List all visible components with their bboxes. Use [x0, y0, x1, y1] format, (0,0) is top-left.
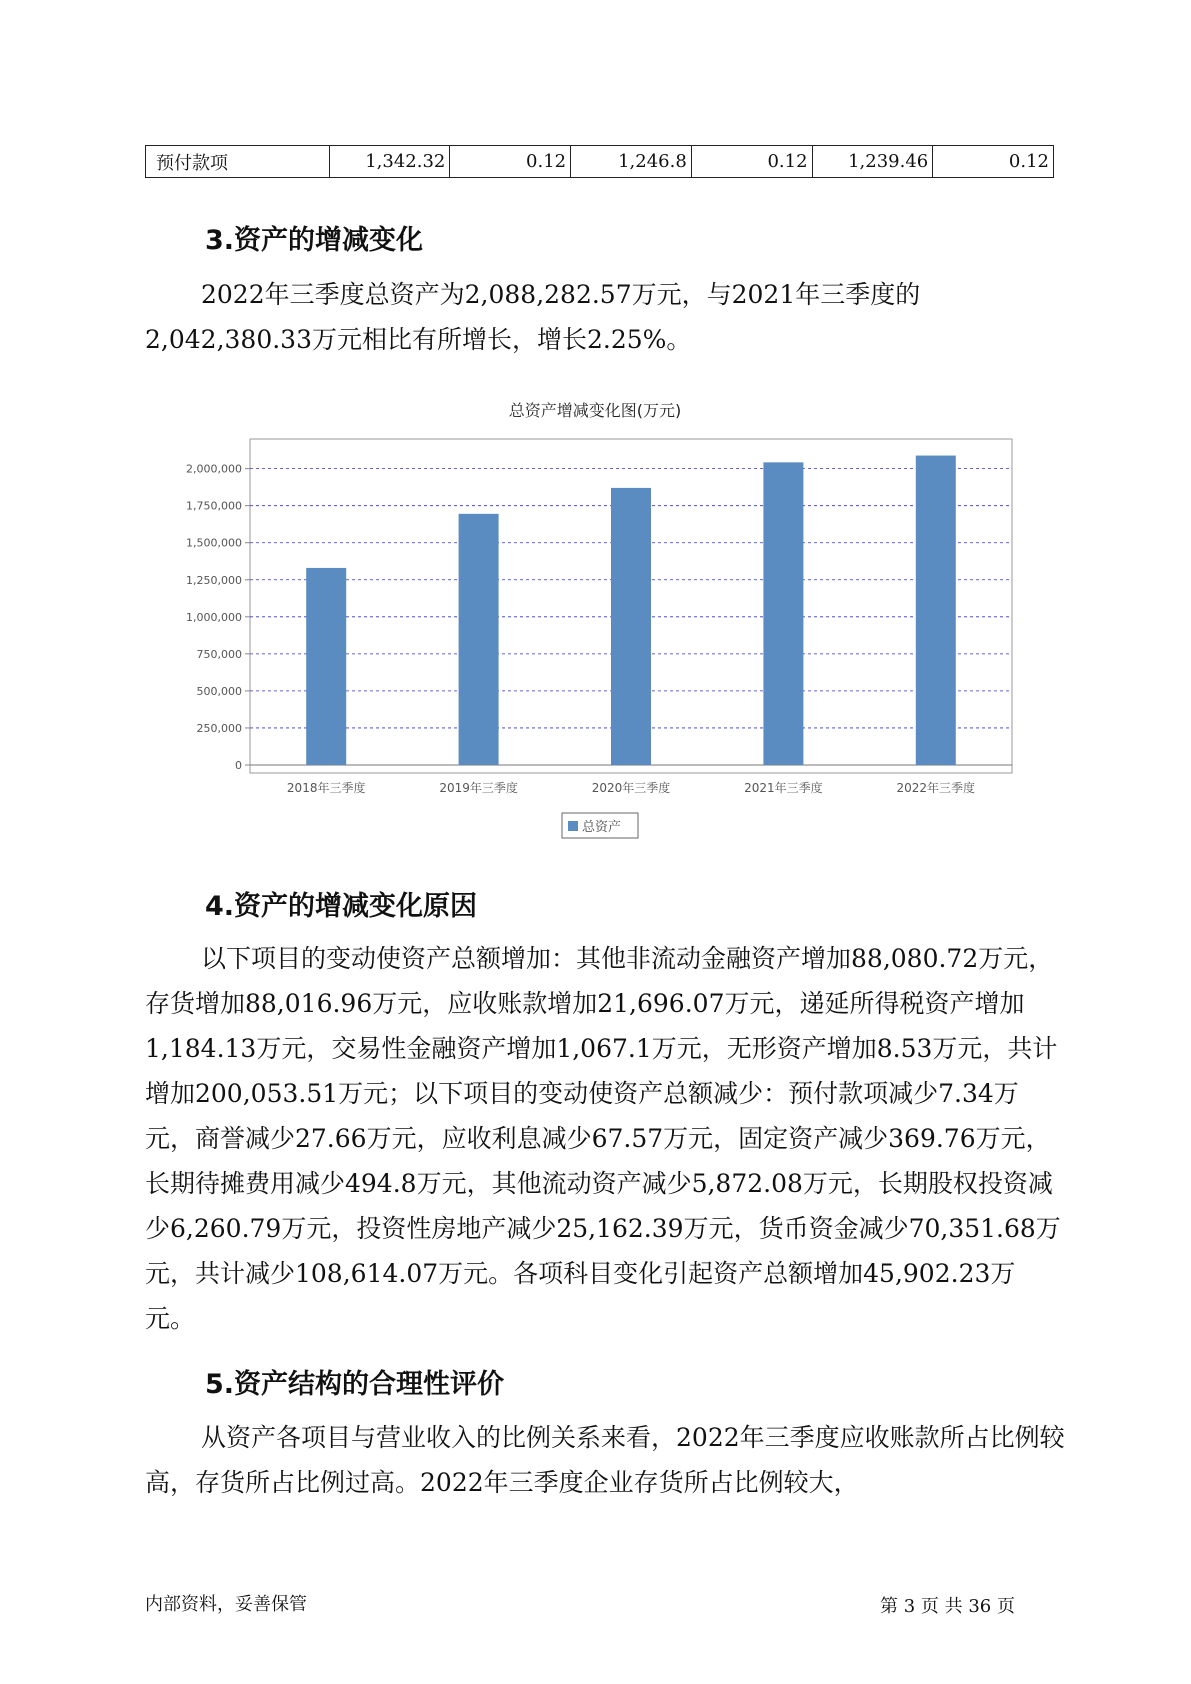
- table-cell: 1,342.32: [329, 146, 450, 178]
- chart-title: 总资产增减变化图(万元): [508, 401, 682, 420]
- table-cell: 1,239.46: [812, 146, 933, 178]
- y-tick-label: 0: [235, 759, 242, 772]
- section4-heading: 4.资产的增减变化原因: [205, 891, 478, 922]
- legend-label: 总资产: [582, 820, 622, 835]
- footer-page-number: 第 3 页 共 36 页: [880, 1596, 1015, 1617]
- y-tick-label: 750,000: [196, 647, 242, 661]
- x-tick-label: 2022年三季度: [896, 781, 976, 795]
- table-cell: 0.12: [450, 146, 571, 178]
- x-tick-label: 2021年三季度: [744, 781, 823, 795]
- bar: [916, 456, 956, 765]
- bar: [611, 488, 651, 765]
- y-tick-label: 1,500,000: [186, 536, 242, 550]
- table-cell: 0.12: [933, 146, 1054, 178]
- x-axis-labels: [287, 780, 975, 795]
- y-tick-label: 1,750,000: [186, 499, 242, 513]
- section3-heading: 3.资产的增减变化: [205, 225, 424, 256]
- table-row: [146, 146, 1054, 178]
- bar: [763, 462, 803, 765]
- y-tick-label: 500,000: [196, 684, 242, 698]
- x-tick-label: 2018年三季度: [286, 781, 366, 795]
- section5-text: 从资产各项目与营业收入的比例关系来看，2022年三季度应收账款所占比例较高，存货所占比例过高。2022年三季度企业存货所占比例较大，: [145, 1423, 1065, 1497]
- y-tick-label: 1,250,000: [186, 573, 242, 587]
- x-tick-label: 2020年三季度: [591, 781, 671, 795]
- x-tick-label: 2019年三季度: [439, 781, 518, 795]
- bar: [459, 514, 499, 765]
- total-assets-bar-chart: [160, 392, 1030, 852]
- y-tick-label: 2,000,000: [186, 462, 242, 476]
- row-label: 预付款项: [146, 146, 330, 178]
- section4-text: 以下项目的变动使资产总额增加：其他非流动金融资产增加88,080.72万元，存货增加88,016.96万元，应收账款增加21,696.07万元，递延所得税资产增加1,184.13万元，交易性金融资产增加1,067.1万元，无形资产增加8.53万元，共计增加200,053.51万元；以下项目的变动使资产总额减少：预付款项减少7.34万元，商誉减少27.66万元，应收利息减少67.57万元，固定资产减少369.76万元，长期待摊费用减少494.8万元，其他流动资产减少5,872.08万元，长期股权投资减少6,260.79万元，投资性房地产减少25,162.39万元，货币资金减少70,351.68万元，共计减少108,614.07万元。各项科目变化引起资产总额增加45,902.23万元。: [145, 944, 1061, 1333]
- footer-confidential: 内部资料，妥善保管: [145, 1594, 307, 1615]
- asset-table: [145, 145, 1054, 178]
- bar: [306, 568, 346, 765]
- legend-swatch: [568, 821, 578, 831]
- section3-text: 2022年三季度总资产为2,088,282.57万元，与2021年三季度的2,042,380.33万元相比有所增长，增长2.25%。: [145, 280, 921, 354]
- y-axis-ticks: [186, 463, 250, 772]
- table-cell: 0.12: [691, 146, 812, 178]
- legend: [562, 813, 638, 838]
- table-cell: 1,246.8: [571, 146, 692, 178]
- y-tick-label: 1,000,000: [186, 610, 242, 624]
- y-tick-label: 250,000: [196, 721, 242, 735]
- section5-heading: 5.资产结构的合理性评价: [205, 1369, 505, 1400]
